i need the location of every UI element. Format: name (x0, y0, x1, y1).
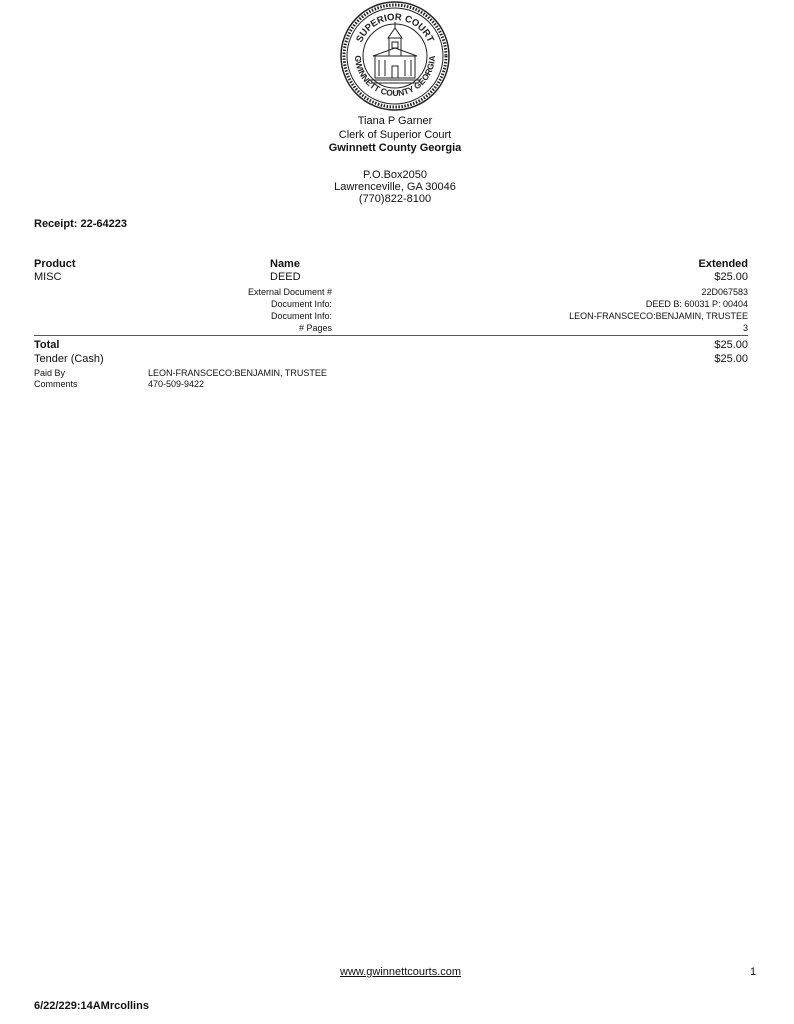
tender-value: $25.00 (714, 353, 748, 365)
svg-text:GWINNETT COUNTY GEORGIA (353, 55, 437, 98)
column-header-extended: Extended (698, 258, 748, 270)
detail-label: Document Info: (270, 299, 332, 309)
detail-label: Document Info: (270, 311, 332, 321)
detail-label: # Pages (298, 323, 332, 333)
item-name: DEED (270, 271, 301, 283)
column-header-name: Name (270, 258, 300, 270)
paid-by-label: Paid By (34, 368, 66, 378)
county-name: Gwinnett County Georgia (328, 142, 462, 154)
paid-by-value: LEON-FRANSCECO:BENJAMIN, TRUSTEE (148, 368, 327, 378)
separator-rule (34, 335, 748, 336)
website-link[interactable]: www.gwinnettcourts.com (340, 966, 462, 978)
column-header-product: Product (34, 258, 76, 270)
item-extended: $25.00 (714, 271, 748, 283)
superior-court-seal-icon (339, 0, 451, 112)
address-line-1: P.O.Box2050 (362, 169, 427, 181)
comments-label: Comments (34, 379, 78, 389)
page-number: 1 (750, 966, 757, 978)
seal-bottom-text: GWINNETT COUNTY GEORGIA (352, 55, 438, 99)
detail-value: 22D067583 (701, 287, 748, 297)
address-line-2: Lawrenceville, GA 30046 (334, 181, 456, 193)
printed-timestamp: 6/22/229:14AMrcollins (34, 1000, 149, 1012)
clerk-title: Clerk of Superior Court (338, 129, 452, 141)
receipt-number: Receipt: 22-64223 (34, 218, 127, 230)
seal-top-text: SUPERIOR COURT (354, 11, 436, 45)
clerk-name: Tiana P Garner (357, 115, 433, 127)
item-product: MISC (34, 271, 62, 283)
total-value: $25.00 (714, 339, 748, 351)
tender-label: Tender (Cash) (34, 353, 104, 365)
detail-label: External Document # (247, 287, 332, 297)
detail-value: LEON-FRANSCECO:BENJAMIN, TRUSTEE (569, 311, 748, 321)
total-label: Total (34, 339, 60, 351)
comments-value: 470-509-9422 (148, 379, 205, 389)
detail-value: DEED B: 60031 P: 00404 (645, 299, 748, 309)
phone-number: (770)822-8100 (358, 193, 432, 205)
detail-value: 3 (742, 323, 748, 333)
